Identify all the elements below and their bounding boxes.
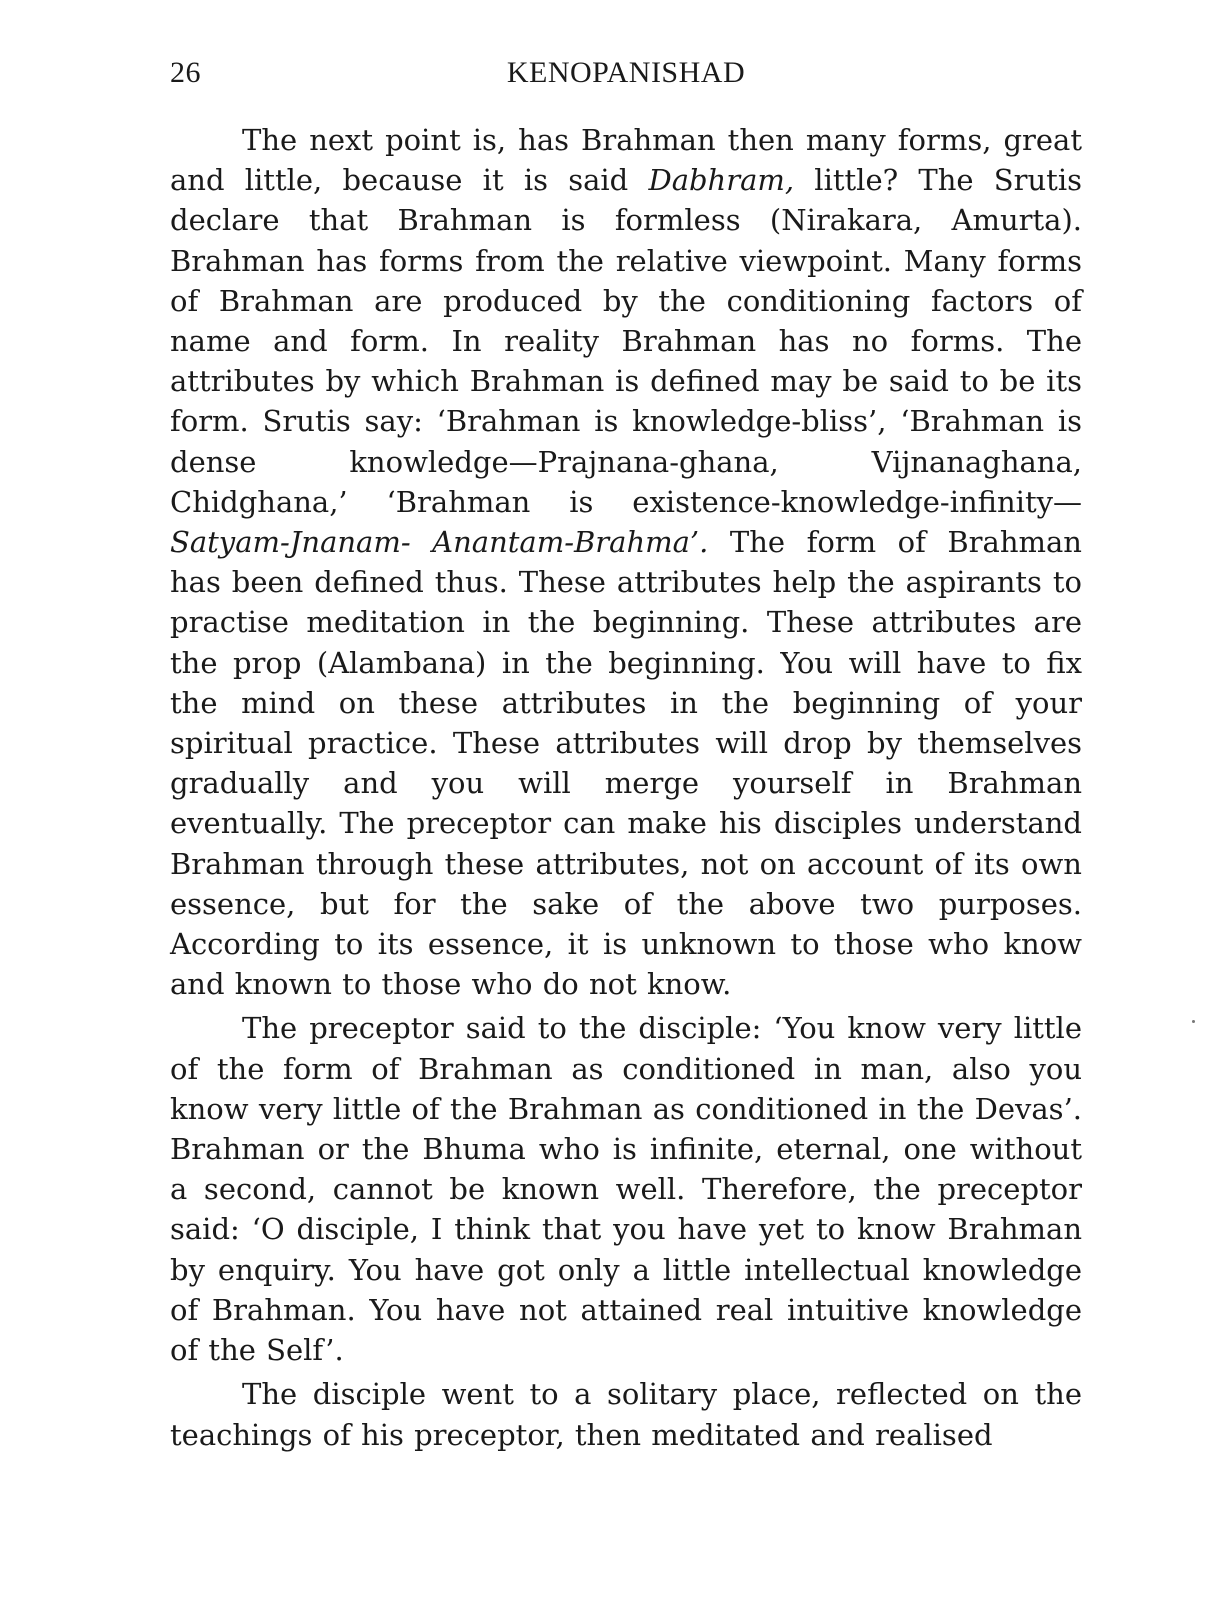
paragraph-brahman-forms	[170, 120, 1082, 1004]
paragraph-text: little? The Srutis declare that Brahman is formless (Nirakara, Amurta). Brahman has forms from the relative viewpoint. Many forms of Brahman are produced by the conditioning factors of name and form. In reality Brahman has no forms. The attributes by which Brahman is defined may be said to be its form. Srutis say: ‘Brahman is knowledge-bliss’, ‘Brahman is dense knowledge—Prajnana-ghana, Vijnanaghana, Chidghana,’ ‘Brahman is existence-knowledge-infinity—	[170, 163, 1082, 519]
scan-speck	[1192, 1020, 1195, 1023]
page-number: 26	[170, 56, 201, 89]
body-text	[170, 120, 1082, 1455]
paragraph-text: The form of Brahman has been defined thus. These attributes help the aspirants to practise meditation in the beginning. These attributes are the prop (Alambana) in the beginning. You will have to fix the mind on these attributes in the beginning of your spiritual practice. These attributes will drop by themselves gradually and you will merge yourself in Brahman eventually. The preceptor can make his disciples understand Brahman through these attributes, not on account of its own essence, but for the sake of the above two purposes. According to its essence, it is unknown to those who know and known to those who do not know.	[170, 525, 1082, 1002]
italic-term: Satyam-Jnanam- Anantam-Brahma’.	[170, 525, 709, 560]
paragraph-preceptor-said: The preceptor said to the disciple: ‘You know very little of the form of Brahman as conditioned in man, also you know very little of the Brahman as conditioned in the Devas’. Brahman or the Bhuma who is infinite, eternal, one without a second, cannot be known well. Therefore, the preceptor said: ‘O disciple, I think that you have yet to know Brahman by enquiry. You have got only a little intellectual knowledge of Brahman. You have not attained real intuitive knowledge of the Self’.	[170, 1011, 1082, 1368]
running-head	[170, 50, 1082, 94]
book-page	[170, 50, 1082, 1459]
running-title: KENOPANISHAD	[506, 56, 746, 89]
italic-term: Dabhram,	[648, 163, 795, 198]
paragraph-text: The next point is, has Brahman then many forms, great and little, because it is said	[170, 123, 1082, 198]
paragraph-disciple-went: The disciple went to a solitary place, reflected on the teachings of his preceptor, then meditated and realised	[170, 1377, 1082, 1452]
